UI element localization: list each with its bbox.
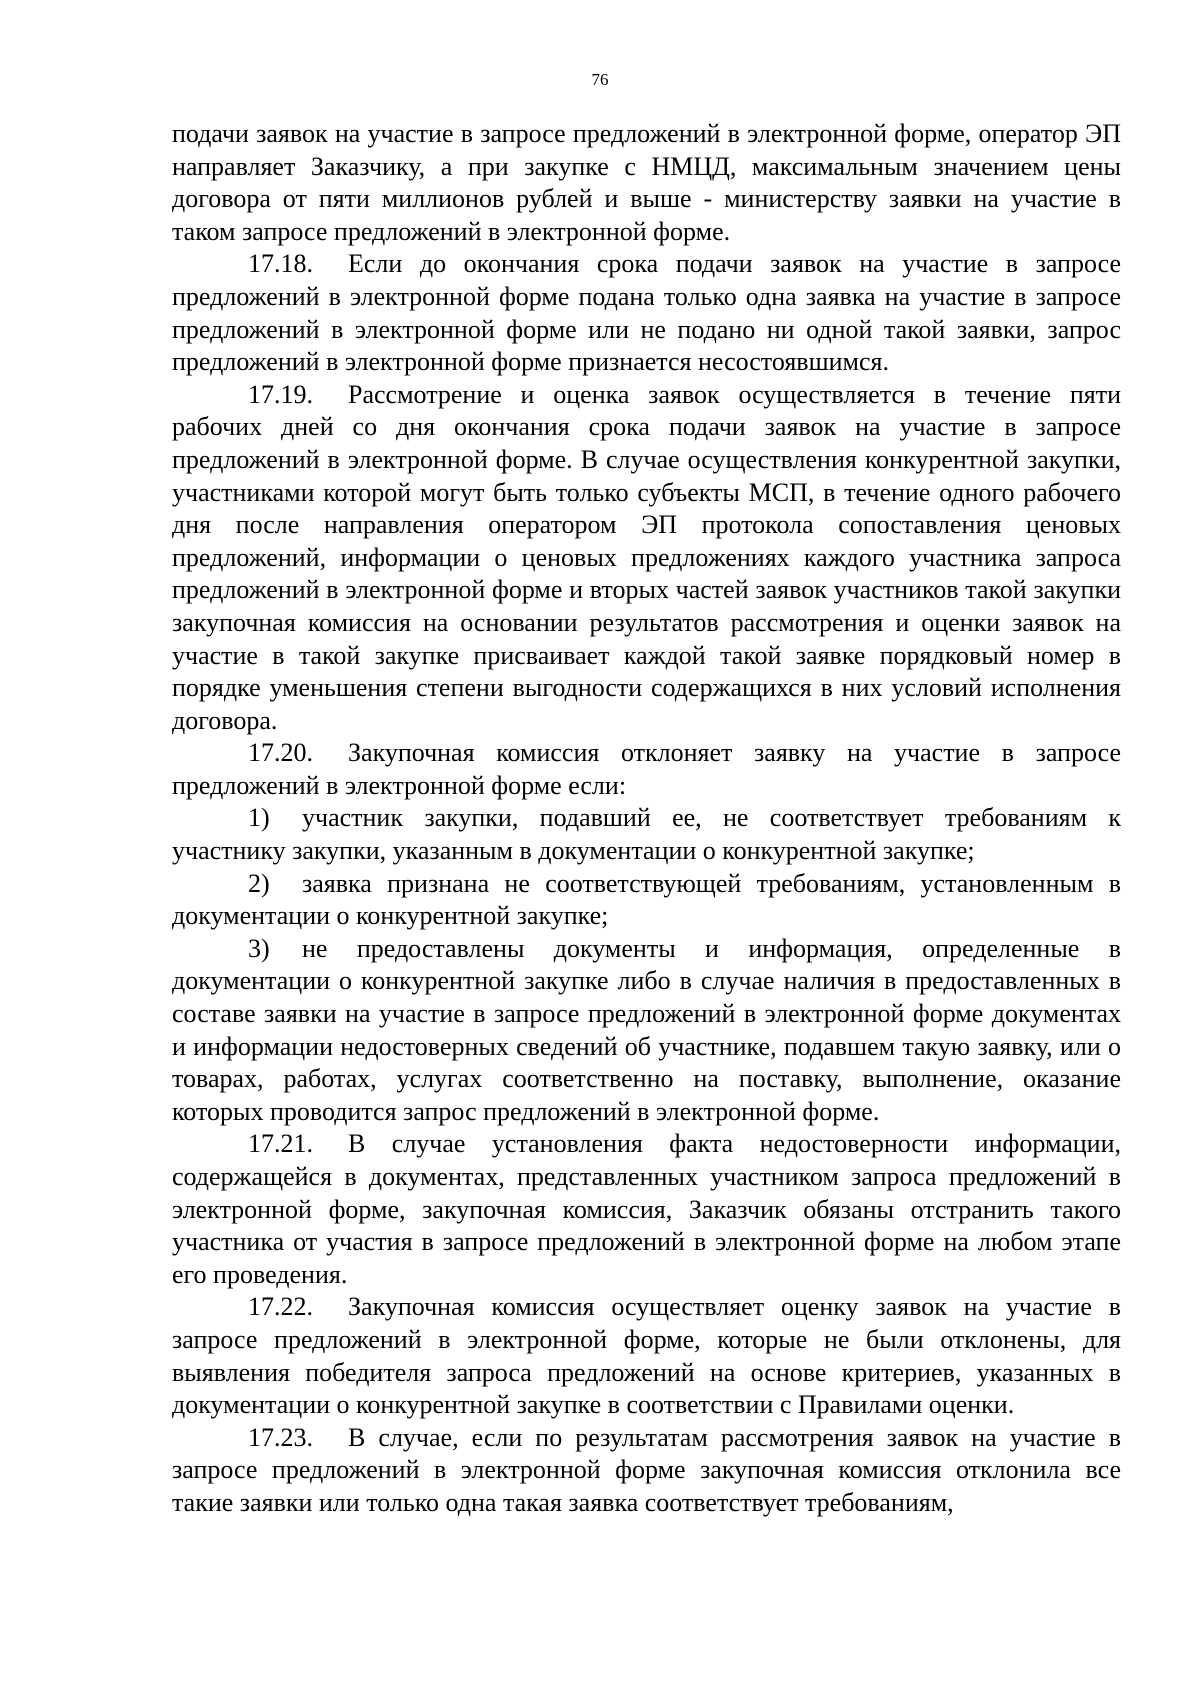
- paragraph-17-22: [172, 1291, 1121, 1421]
- list-item-number: 1): [248, 803, 270, 833]
- paragraph-number: 17.23.: [248, 1422, 313, 1452]
- paragraph-text: Закупочная комиссия отклоняет заявку на участие в запросе предложений в электронной форме если:: [172, 738, 1121, 800]
- paragraph-number: 17.18.: [248, 249, 313, 279]
- paragraph-17-19: [172, 379, 1121, 738]
- paragraph-number: 17.21.: [248, 1129, 313, 1159]
- list-item-text: участник закупки, подавший ее, не соответствует требованиям к участнику закупки, указанным в документации о конкурентной закупке;: [172, 803, 1121, 866]
- list-item-text: не предоставлены документы и информация, определенные в документации о конкурентной закупке либо в случае наличия в предоставленных в составе заявки на участие в запросе предложений в электронной форме документах и информации недостоверных сведений об участнике, подавшем такую заявку, или о товарах, работах, услугах соответственно на поставку, выполнение, оказание которых проводится запрос предложений в электронной форме.: [172, 933, 1121, 1126]
- paragraph-text: В случае установления факта недостоверности информации, содержащейся в документах, представленных участником запроса предложений в электронной форме, закупочная комиссия, Заказчик обязаны отстранить такого участника от участия в запросе предложений в электронной форме на любом этапе его проведения.: [172, 1129, 1121, 1289]
- list-item-number: 2): [248, 868, 270, 898]
- paragraph-17-20: [172, 737, 1121, 802]
- document-body: [172, 118, 1121, 1520]
- list-item-3: [172, 933, 1121, 1129]
- list-item-text: заявка признана не соответствующей требованиям, установленным в документации о конкурентной закупке;: [172, 868, 1121, 931]
- paragraph-number: 17.22.: [248, 1292, 313, 1322]
- paragraph-text: В случае, если по результатам рассмотрения заявок на участие в запросе предложений в электронной форме закупочная комиссия отклонила все такие заявки или только одна такая заявка соответствует требованиям,: [172, 1422, 1121, 1517]
- page-number: 76: [591, 70, 609, 89]
- paragraph-17-23: [172, 1422, 1121, 1520]
- paragraph-text: Рассмотрение и оценка заявок осуществляется в течение пяти рабочих дней со дня окончания срока подачи заявок на участие в запросе предложений в электронной форме. В случае осуществления конкурентной закупки, участниками которой могут быть только субъекты МСП, в течение одного рабочего дня после направления оператором ЭП протокола сопоставления ценовых предложений, информации о ценовых предложениях каждого участника запроса предложений в электронной форме и вторых частей заявок участников такой закупки закупочная комиссия на основании результатов рассмотрения и оценки заявок на участие в такой закупке присваивает каждой такой заявке порядковый номер в порядке уменьшения степени выгодности содержащихся в них условий исполнения договора.: [172, 379, 1121, 735]
- paragraph-17-21: [172, 1128, 1121, 1291]
- continuation-paragraph: подачи заявок на участие в запросе предложений в электронной форме, оператор ЭП направляет Заказчику, а при закупке с НМЦД, максимальным значением цены договора от пяти миллионов рублей и выше - министерству заявки на участие в таком запросе предложений в электронной форме.: [172, 119, 1121, 246]
- paragraph-number: 17.19.: [248, 379, 313, 409]
- paragraph-number: 17.20.: [248, 738, 313, 768]
- list-item-2: [172, 868, 1121, 933]
- list-item-number: 3): [248, 933, 270, 963]
- paragraph-text: Закупочная комиссия осуществляет оценку заявок на участие в запросе предложений в электронной форме, которые не были отклонены, для выявления победителя запроса предложений на основе критериев, указанных в документации о конкурентной закупке в соответствии с Правилами оценки.: [172, 1292, 1121, 1420]
- paragraph-text: Если до окончания срока подачи заявок на участие в запросе предложений в электронной форме подана только одна заявка на участие в запросе предложений в электронной форме или не подано ни одной такой заявки, запрос предложений в электронной форме признается несостоявшимся.: [172, 249, 1121, 377]
- list-item-1: [172, 802, 1121, 867]
- paragraph-17-18: [172, 248, 1121, 378]
